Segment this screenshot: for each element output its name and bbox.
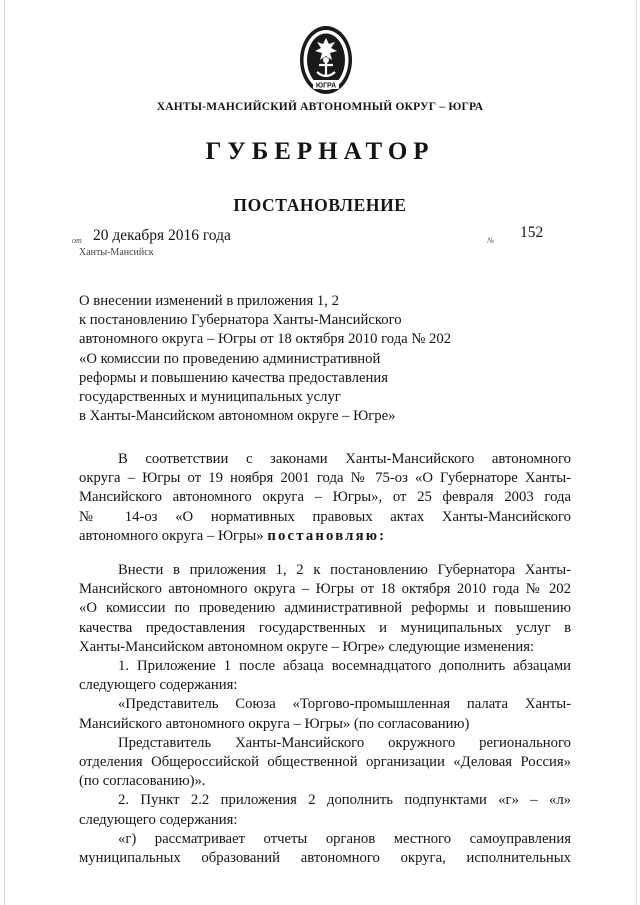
preamble-paragraph [79, 450, 571, 546]
number-mark: № [487, 236, 495, 245]
preamble-tail: автономного округа – Югры» [79, 527, 264, 544]
subject-line: к постановлению Губернатора Ханты-Мансийского [79, 312, 402, 329]
text-line: Внести в приложения 1, 2 к постановлению Губернатора Ханты- [118, 562, 571, 579]
decree-number: 152 [520, 224, 544, 241]
text-line: «О комиссии по проведению административной реформы и повышению [79, 600, 571, 617]
text-line: Мансийского автономного округа – Югры», от 25 февраля 2003 года [79, 489, 571, 506]
region-name: ХАНТЫ-МАНСИЙСКИЙ АВТОНОМНЫЙ ОКРУГ – ЮГРА [156, 101, 484, 113]
subject-line: «О комиссии по проведению административной [79, 350, 381, 367]
text-line: (по согласованию)». [79, 773, 206, 790]
text-line: 2. Пункт 2.2 приложения 2 дополнить подпунктами «г» – «л» [118, 792, 571, 809]
text-line: следующего содержания: [79, 677, 238, 694]
subject-line: государственных и муниципальных услуг [79, 389, 341, 406]
text-line: Мансийского автономного округа – Югры от 18 октября 2010 года № 202 [79, 581, 571, 598]
subitem-g [79, 830, 571, 868]
text-line: «Представитель Союза «Торгово-промышленная палата Ханты- [118, 696, 571, 713]
issuing-city: Ханты-Мансийск [79, 247, 154, 258]
decree-body [79, 450, 571, 868]
text-line: качества предоставления государственных и муниципальных услуг в [79, 619, 571, 636]
text-line: следующего содержания: [79, 811, 238, 828]
text-line: № 14-оз «О нормативных правовых актах Ханты-Мансийского [79, 508, 571, 525]
subject-line: реформы и повышению качества предоставления [79, 369, 388, 386]
text-line: отделения Общероссийской общественной организации «Деловая Россия» [79, 754, 571, 771]
subject-line: в Ханты-Мансийском автономном округе – Югре» [79, 408, 396, 425]
text-line: Ханты-Мансийском автономном округе – Югре» следующие изменения: [79, 638, 535, 655]
subject-line: О внесении изменений в приложения 1, 2 [79, 293, 339, 309]
main-paragraph [79, 561, 571, 657]
text-line [79, 527, 571, 546]
text-line: «г) рассматривает отчеты органов местного самоуправления [118, 830, 571, 847]
text-line: округа – Югры от 19 ноября 2001 года № 75-оз «О Губернаторе Ханты- [79, 470, 571, 487]
decree-heading: ПОСТАНОВЛЕНИЕ [233, 195, 407, 215]
item-1 [79, 657, 571, 695]
decree-subject [79, 292, 459, 426]
text-line: муниципальных образований автономного округа, исполнительных [79, 850, 571, 867]
text-line: В соответствии с законами Ханты-Мансийского автономного [118, 451, 571, 467]
quote-paragraph-1 [79, 695, 571, 733]
scan-edge-right [636, 0, 637, 905]
coat-of-arms-emblem [291, 18, 361, 100]
item-2 [79, 791, 571, 829]
text-line: 1. Приложение 1 после абзаца восемнадцатого дополнить абзацами [118, 658, 571, 675]
text-line: Мансийского автономного округа – Югры» (по согласованию) [79, 715, 470, 732]
scan-edge-left [4, 0, 5, 905]
date-prefix-mark: от [72, 236, 82, 245]
decree-date: 20 декабря 2016 года [93, 227, 231, 244]
subject-line: автономного округа – Югры от 18 октября 2010 года № 202 [79, 331, 452, 348]
quote-paragraph-2 [79, 734, 571, 792]
emblem-label: ЮГРА [315, 82, 337, 90]
text-line: Представитель Ханты-Мансийского окружного регионального [118, 734, 571, 751]
decree-word: постановляю: [267, 527, 387, 544]
governor-title: ГУБЕРНАТОР [205, 138, 435, 165]
